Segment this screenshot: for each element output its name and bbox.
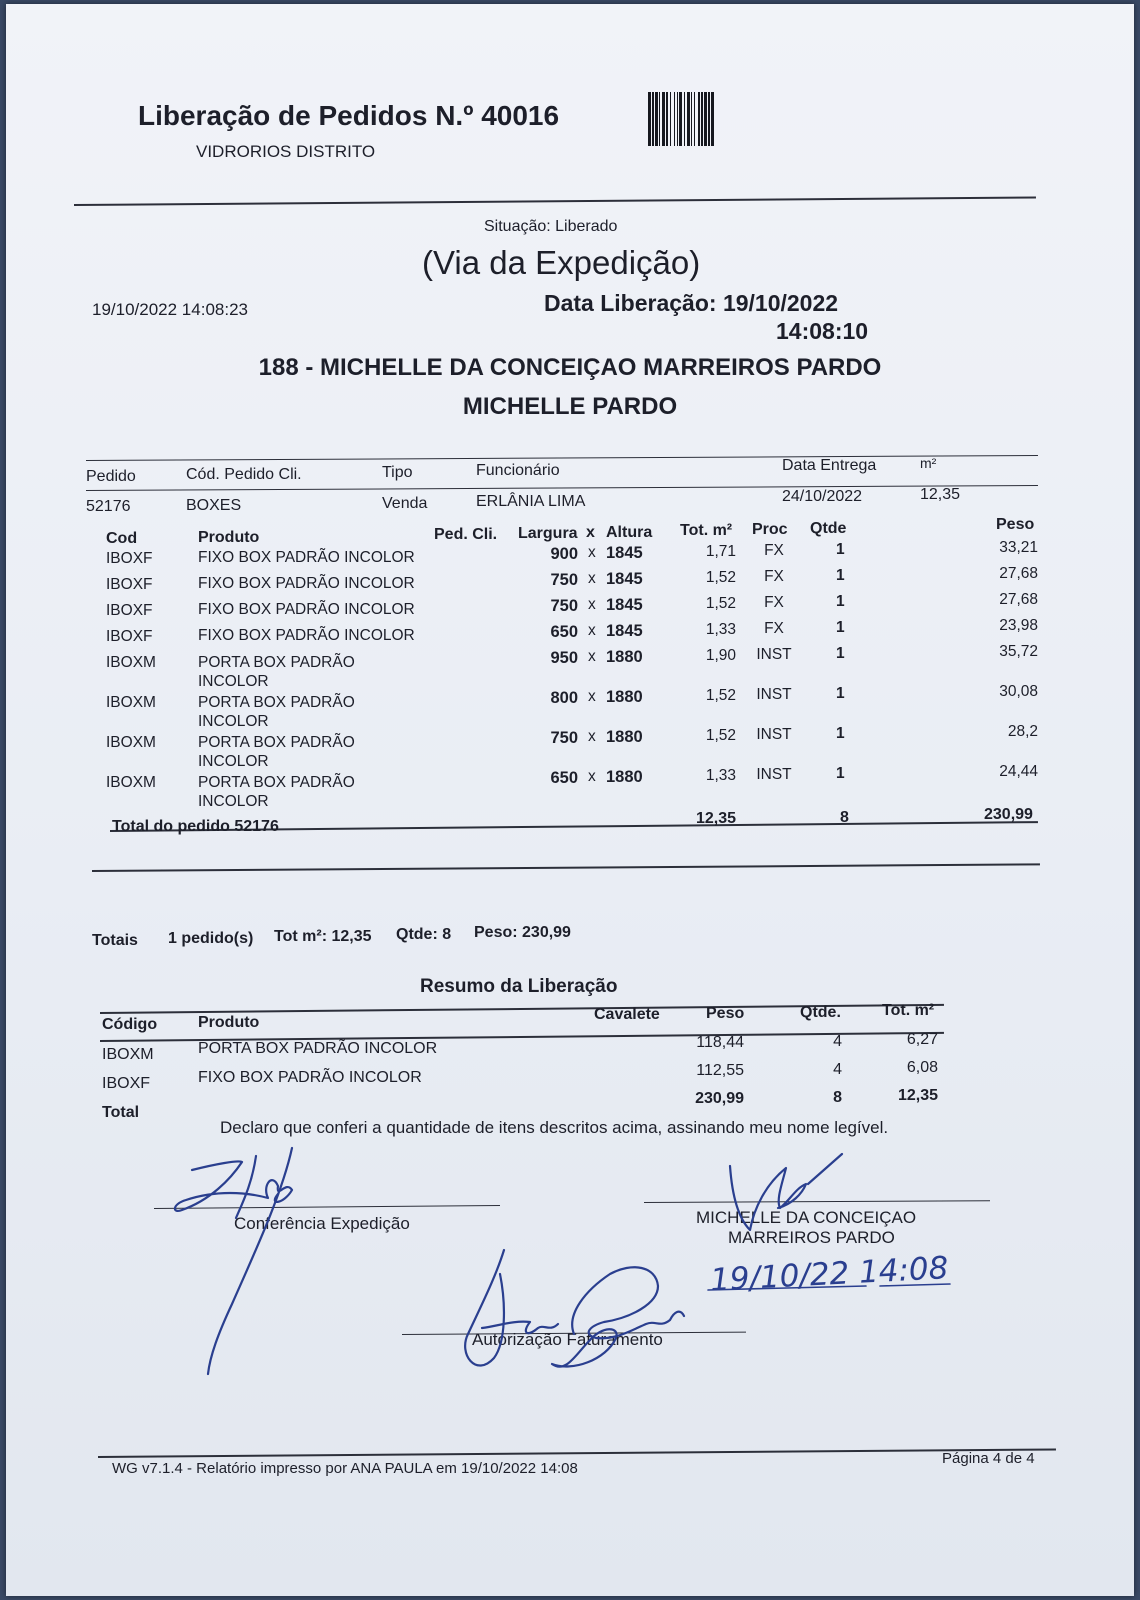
totals-label: Totais <box>92 932 138 949</box>
item-cod: IBOXM <box>106 734 156 751</box>
status-text: Situação: Liberado <box>484 218 618 235</box>
item-x: x <box>588 596 596 613</box>
conferencia-signature-tail <box>208 1148 292 1374</box>
item-altura: 1880 <box>606 768 643 786</box>
item-produto: FIXO BOX PADRÃO INCOLOR <box>198 627 415 644</box>
conferencia-signature-line <box>154 1205 500 1209</box>
col-header-funcionario: Funcionário <box>476 462 560 479</box>
item-tot_m2: 1,52 <box>705 727 736 744</box>
item-tot_m2: 1,33 <box>705 621 736 638</box>
item-largura: 650 <box>550 769 578 787</box>
summary-total-label: Total <box>102 1104 140 1121</box>
item-peso: 30,08 <box>999 683 1038 700</box>
item-largura: 900 <box>550 545 578 563</box>
item-altura: 1880 <box>606 728 643 746</box>
item-cod: IBOXM <box>106 694 156 711</box>
items-header-peso: Peso <box>996 516 1035 533</box>
footer-printed-by: WG v7.1.4 - Relatório impresso por ANA PAULA em 19/10/2022 14:08 <box>112 1460 578 1477</box>
item-altura: 1845 <box>606 622 643 640</box>
item-qtde: 1 <box>836 541 845 558</box>
order-total-peso: 230,99 <box>984 806 1033 823</box>
summary-row-tot-m2: 6,27 <box>906 1031 938 1048</box>
item-largura: 950 <box>550 649 578 667</box>
item-proc: INST <box>756 646 792 663</box>
summary-header-peso: Peso <box>706 1005 745 1022</box>
summary-total-peso: 230,99 <box>695 1090 744 1107</box>
summary-row-codigo: IBOXM <box>102 1046 154 1063</box>
declaration-text: Declaro que conferi a quantidade de itens descritos acima, assinando meu nome legível. <box>220 1118 889 1137</box>
summary-total-tot-m2: 12,35 <box>897 1087 938 1104</box>
totals-peso: Peso: 230,99 <box>474 924 571 941</box>
item-proc: FX <box>764 594 784 611</box>
col-header-cod-pedido-cli: Cód. Pedido Cli. <box>186 466 302 483</box>
col-header-tipo: Tipo <box>382 464 413 481</box>
summary-row-produto: FIXO BOX PADRÃO INCOLOR <box>198 1069 422 1086</box>
item-cod: IBOXF <box>106 576 153 593</box>
items-header-altura: Altura <box>606 524 653 541</box>
item-proc: INST <box>756 766 792 783</box>
client-signature-surname: MARREIROS PARDO <box>728 1228 895 1247</box>
item-tot_m2: 1,33 <box>705 767 736 784</box>
item-proc: FX <box>764 620 784 637</box>
item-peso: 27,68 <box>999 565 1038 582</box>
item-cod: IBOXF <box>106 602 153 619</box>
item-produto: FIXO BOX PADRÃO INCOLOR <box>198 549 415 566</box>
conferencia-signature <box>175 1156 292 1218</box>
item-proc: INST <box>756 726 792 743</box>
order-total-label: Total do pedido 52176 <box>112 818 279 835</box>
items-header-ped-cli: Ped. Cli. <box>434 526 498 543</box>
item-proc: FX <box>764 568 784 585</box>
item-x: x <box>588 570 596 587</box>
items-header-qtde: Qtde <box>810 520 847 537</box>
item-largura: 750 <box>550 571 578 589</box>
order-top-divider <box>86 455 1038 461</box>
col-header-pedido: Pedido <box>86 468 136 485</box>
totals-m2: Tot m²: 12,35 <box>274 928 372 945</box>
item-qtde: 1 <box>836 645 845 662</box>
item-qtde: 1 <box>836 619 845 636</box>
items-header-x: x <box>586 524 595 541</box>
item-produto: FIXO BOX PADRÃO INCOLOR <box>198 601 415 618</box>
item-produto: PORTA BOX PADRÃO INCOLOR <box>198 774 355 810</box>
document-title: Liberação de Pedidos N.º 40016 <box>138 100 560 131</box>
document-sheet <box>6 4 1134 1596</box>
col-header-m2: m² <box>920 455 937 471</box>
item-tot_m2: 1,90 <box>705 647 736 664</box>
item-peso: 33,21 <box>999 539 1038 556</box>
summary-header-cavalete: Cavalete <box>594 1006 660 1023</box>
items-header-largura: Largura <box>518 525 578 542</box>
item-altura: 1845 <box>606 570 643 588</box>
item-largura: 650 <box>550 623 578 641</box>
summary-header-tot-m2: Tot. m² <box>882 1002 935 1019</box>
client-short-name: MICHELLE PARDO <box>462 393 678 420</box>
item-x: x <box>588 688 596 705</box>
item-qtde: 1 <box>836 765 845 782</box>
order-data-entrega-value: 24/10/2022 <box>782 488 863 505</box>
item-peso: 28,2 <box>1007 723 1038 740</box>
items-header-produto: Produto <box>198 529 260 546</box>
items-header-tot-m2: Tot. m² <box>680 522 733 539</box>
summary-header-produto: Produto <box>198 1014 260 1031</box>
handwritten-date-underline <box>708 1284 950 1290</box>
item-x: x <box>588 648 596 665</box>
item-largura: 750 <box>550 597 578 615</box>
item-peso: 27,68 <box>999 591 1038 608</box>
item-x: x <box>588 728 596 745</box>
item-cod: IBOXM <box>106 654 156 671</box>
order-cod-pedido-cli-value: BOXES <box>186 497 242 514</box>
item-tot_m2: 1,52 <box>705 569 736 586</box>
item-produto: PORTA BOX PADRÃO INCOLOR <box>198 694 355 730</box>
item-largura: 800 <box>550 689 578 707</box>
footer-divider <box>98 1448 1056 1458</box>
item-cod: IBOXM <box>106 774 156 791</box>
handwritten-date: 19/10/22 14:08 <box>709 1250 950 1299</box>
summary-row-codigo: IBOXF <box>102 1075 151 1092</box>
summary-row-peso: 118,44 <box>696 1034 744 1051</box>
summary-row-tot-m2: 6,08 <box>906 1059 938 1076</box>
item-peso: 35,72 <box>999 643 1038 660</box>
item-altura: 1880 <box>606 688 643 706</box>
order-total-qtde: 8 <box>840 809 849 826</box>
item-cod: IBOXF <box>106 550 153 567</box>
order-tipo-value: Venda <box>382 495 428 512</box>
item-qtde: 1 <box>836 593 845 610</box>
order-header-divider <box>86 485 1038 491</box>
autorizacao-label: Autorização Faturamento <box>472 1330 663 1349</box>
totals-qtde: Qtde: 8 <box>396 926 452 943</box>
item-qtde: 1 <box>836 685 845 702</box>
barcode <box>648 92 818 146</box>
col-header-data-entrega: Data Entrega <box>782 457 877 474</box>
item-peso: 24,44 <box>999 763 1038 780</box>
via-label: (Via da Expedição) <box>422 244 701 281</box>
item-altura: 1845 <box>606 544 643 562</box>
client-signature-line <box>644 1200 990 1203</box>
item-qtde: 1 <box>836 567 845 584</box>
item-produto: FIXO BOX PADRÃO INCOLOR <box>198 575 415 592</box>
summary-row-qtde: 4 <box>833 1033 842 1050</box>
item-largura: 750 <box>550 729 578 747</box>
order-bottom-divider <box>92 863 1040 872</box>
order-total-m2: 12,35 <box>696 810 737 827</box>
order-m2-value: 12,35 <box>920 486 961 503</box>
company-name: VIDRORIOS DISTRITO <box>196 142 376 161</box>
items-header-cod: Cod <box>106 530 138 547</box>
summary-header-codigo: Código <box>102 1016 158 1033</box>
order-funcionario-value: ERLÂNIA LIMA <box>476 493 586 510</box>
conferencia-label: Conferência Expedição <box>234 1214 410 1233</box>
client-signature-name: MICHELLE DA CONCEIÇAO <box>696 1208 917 1227</box>
item-x: x <box>588 768 596 785</box>
summary-title: Resumo da Liberação <box>420 976 618 997</box>
items-header-proc: Proc <box>752 521 788 538</box>
release-date: Data Liberação: 19/10/2022 <box>544 290 839 316</box>
item-tot_m2: 1,52 <box>705 595 736 612</box>
item-altura: 1880 <box>606 648 643 666</box>
item-qtde: 1 <box>836 725 845 742</box>
printed-timestamp: 19/10/2022 14:08:23 <box>92 300 248 319</box>
item-tot_m2: 1,52 <box>705 687 736 704</box>
client-name: 188 - MICHELLE DA CONCEIÇAO MARREIROS PARDO <box>258 354 882 381</box>
summary-row-produto: PORTA BOX PADRÃO INCOLOR <box>198 1040 438 1057</box>
summary-row-peso: 112,55 <box>696 1062 744 1079</box>
summary-row-qtde: 4 <box>833 1061 842 1078</box>
totals-pedidos: 1 pedido(s) <box>168 930 254 947</box>
item-cod: IBOXF <box>106 628 153 645</box>
page-number: Página 4 de 4 <box>942 1450 1035 1467</box>
item-x: x <box>588 544 596 561</box>
release-time: 14:08:10 <box>776 318 869 344</box>
order-pedido-value: 52176 <box>86 498 131 515</box>
item-proc: INST <box>756 686 792 703</box>
item-produto: PORTA BOX PADRÃO INCOLOR <box>198 734 355 770</box>
item-tot_m2: 1,71 <box>705 543 736 560</box>
item-altura: 1845 <box>606 596 643 614</box>
summary-header-qtde: Qtde. <box>800 1004 841 1021</box>
summary-total-qtde: 8 <box>833 1089 842 1106</box>
handwriting-layer <box>6 4 1134 1596</box>
item-produto: PORTA BOX PADRÃO INCOLOR <box>198 654 355 690</box>
item-peso: 23,98 <box>999 617 1038 634</box>
item-x: x <box>588 622 596 639</box>
item-proc: FX <box>764 542 784 559</box>
header-divider <box>74 196 1036 206</box>
